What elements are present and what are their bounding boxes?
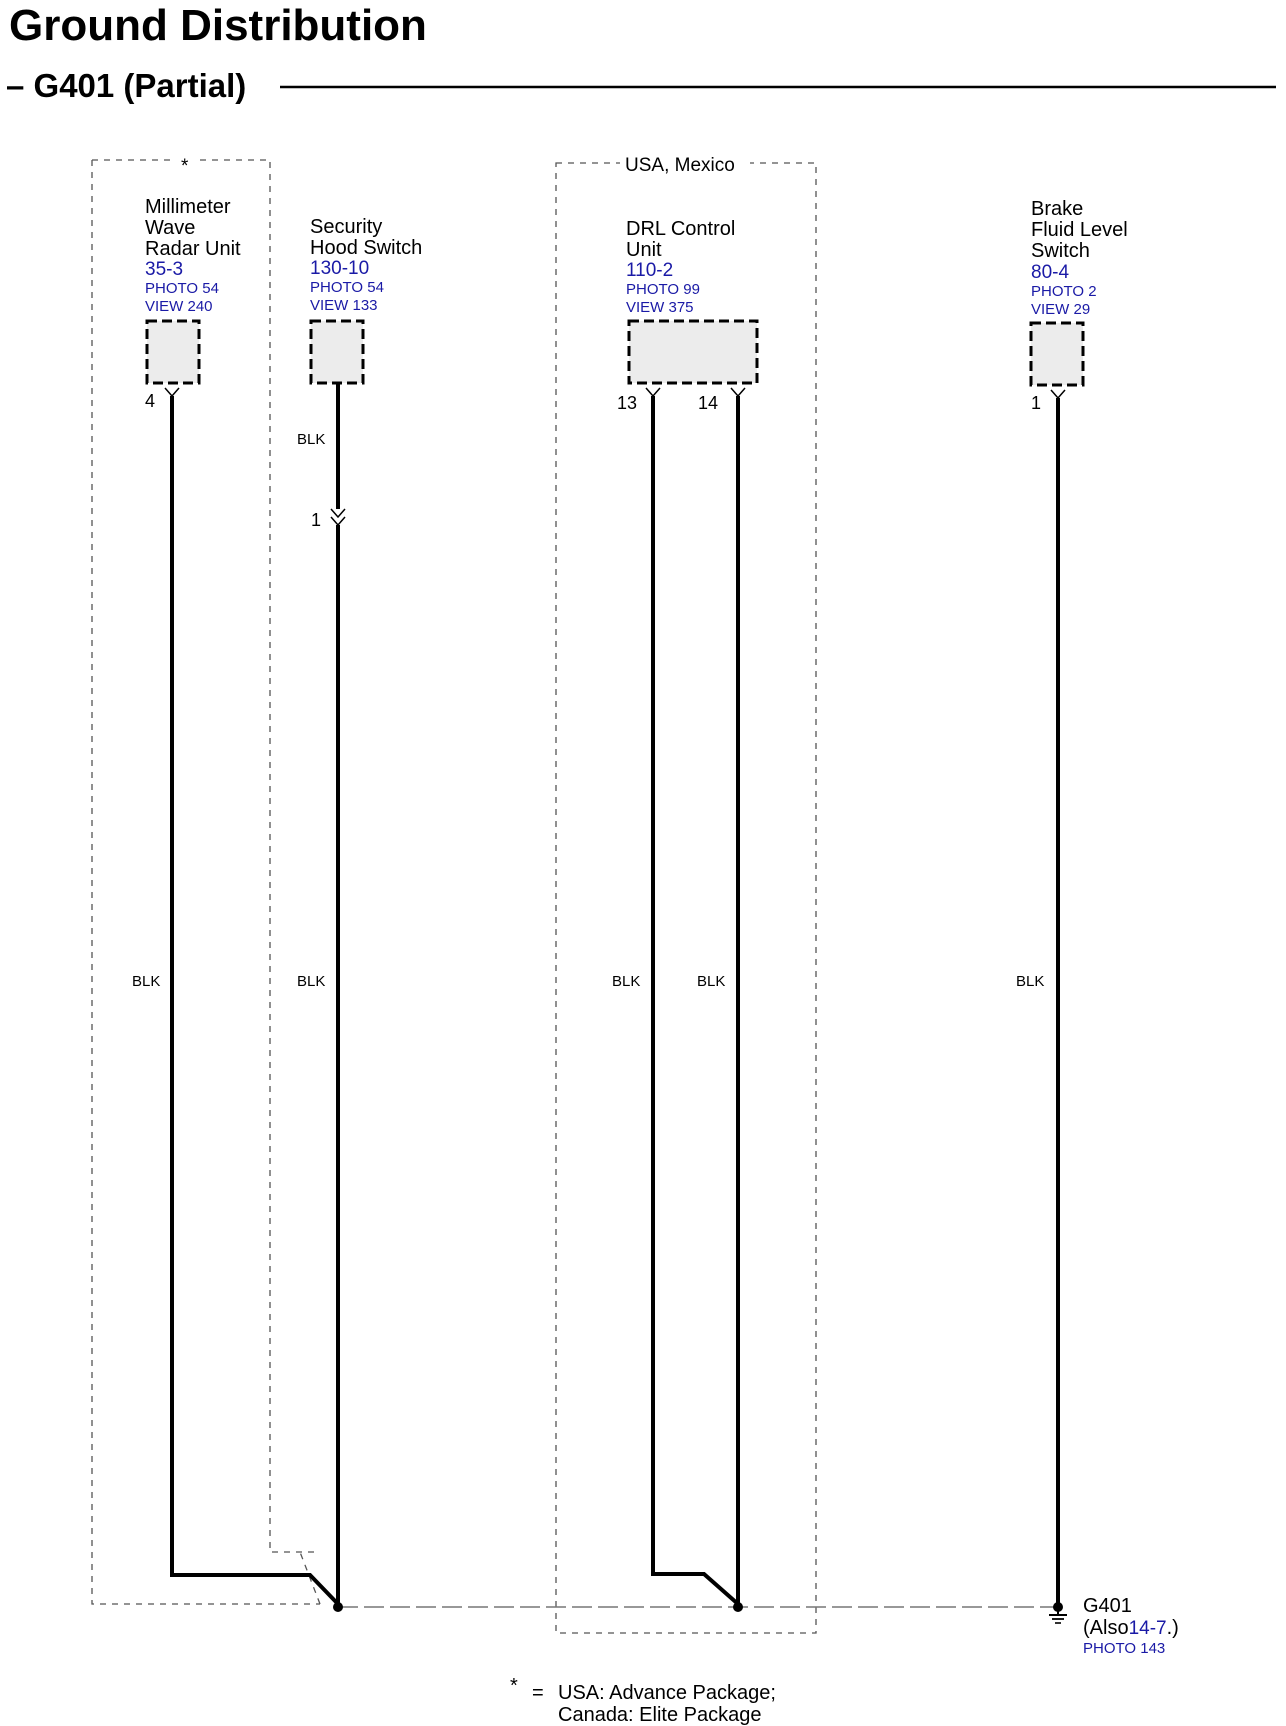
brake-fluid-level-switch [1016, 198, 1128, 990]
hood-name-line2: Hood Switch [310, 237, 423, 259]
drl-connector [629, 321, 757, 383]
drl-pin13-wire [653, 396, 738, 1604]
splice-dot-icon [333, 1602, 343, 1612]
radar-view-link[interactable]: VIEW 240 [145, 298, 213, 315]
radar-photo-link[interactable]: PHOTO 54 [145, 280, 219, 297]
brake-pin: 1 [1031, 393, 1042, 413]
radar-connector [147, 321, 199, 383]
hood-wire-color-top: BLK [297, 431, 326, 448]
footnote-symbol: * [510, 1675, 518, 1697]
footnote-line2: Canada: Elite Package [558, 1704, 762, 1726]
condition-asterisk: * [181, 156, 189, 177]
condition-usa-mexico: USA, Mexico [625, 155, 735, 176]
brake-name-line3: Switch [1031, 240, 1090, 262]
page-subtitle: – G401 (Partial) [6, 67, 247, 104]
radar-pin: 4 [145, 391, 156, 411]
v-terminal-icon [165, 388, 179, 396]
drl-view-link[interactable]: VIEW 375 [626, 299, 694, 316]
hood-view-link[interactable]: VIEW 133 [310, 297, 378, 314]
drl-photo-link[interactable]: PHOTO 99 [626, 281, 700, 298]
brake-photo-link[interactable]: PHOTO 2 [1031, 283, 1097, 300]
splice-dot-icon [733, 1602, 743, 1612]
ground-also-line [1083, 1617, 1179, 1639]
drl-pin-13: 13 [617, 393, 638, 413]
radar-ref-link[interactable]: 35-3 [145, 259, 184, 280]
ground-symbol-icon [1049, 1607, 1067, 1623]
brake-wire-color: BLK [1016, 973, 1045, 990]
double-chevron-icon [331, 509, 345, 525]
drl-pin-14: 14 [698, 393, 719, 413]
hood-ref-link[interactable]: 130-10 [310, 258, 370, 279]
brake-ref-link[interactable]: 80-4 [1031, 262, 1070, 283]
hood-photo-link[interactable]: PHOTO 54 [310, 279, 384, 296]
footnote-equals: = [532, 1682, 544, 1704]
hood-wire-color: BLK [297, 973, 326, 990]
radar-unit [132, 196, 241, 990]
drl-name-line2: Unit [626, 239, 662, 261]
ground-also-prefix: (Also [1083, 1617, 1129, 1639]
brake-name-line1: Brake [1031, 198, 1084, 220]
hood-name-line1: Security [310, 216, 383, 238]
optional-box-diagonal [300, 1552, 320, 1604]
radar-ground-wire [172, 396, 338, 1604]
drl-wire-color-14: BLK [697, 973, 726, 990]
radar-name-line2: Wave [145, 217, 196, 239]
radar-wire-color: BLK [132, 973, 161, 990]
ground-photo-link[interactable]: PHOTO 143 [1083, 1640, 1166, 1657]
optional-equipment-box [92, 160, 320, 1604]
drl-control-unit [612, 218, 757, 990]
security-hood-switch [297, 216, 422, 990]
drl-ref-link[interactable]: 110-2 [626, 260, 674, 281]
radar-name-line3: Radar Unit [145, 238, 241, 260]
v-terminal-icon [1051, 390, 1065, 398]
drl-wire-color-13: BLK [612, 973, 641, 990]
ground-also-link[interactable]: 14-7 [1128, 1618, 1167, 1639]
brake-connector [1031, 323, 1083, 385]
ground-name: G401 [1083, 1595, 1132, 1617]
footnote-line1: USA: Advance Package; [558, 1682, 776, 1704]
ground-also-suffix: .) [1166, 1617, 1179, 1639]
hood-connector [311, 321, 363, 383]
brake-view-link[interactable]: VIEW 29 [1031, 301, 1091, 318]
v-terminal-icon [646, 388, 660, 396]
page-title: Ground Distribution [9, 1, 427, 50]
hood-inline-pin: 1 [311, 510, 322, 530]
radar-name-line1: Millimeter [145, 196, 231, 218]
brake-name-line2: Fluid Level [1031, 219, 1128, 241]
v-terminal-icon [731, 388, 745, 396]
drl-name-line1: DRL Control [626, 218, 736, 240]
